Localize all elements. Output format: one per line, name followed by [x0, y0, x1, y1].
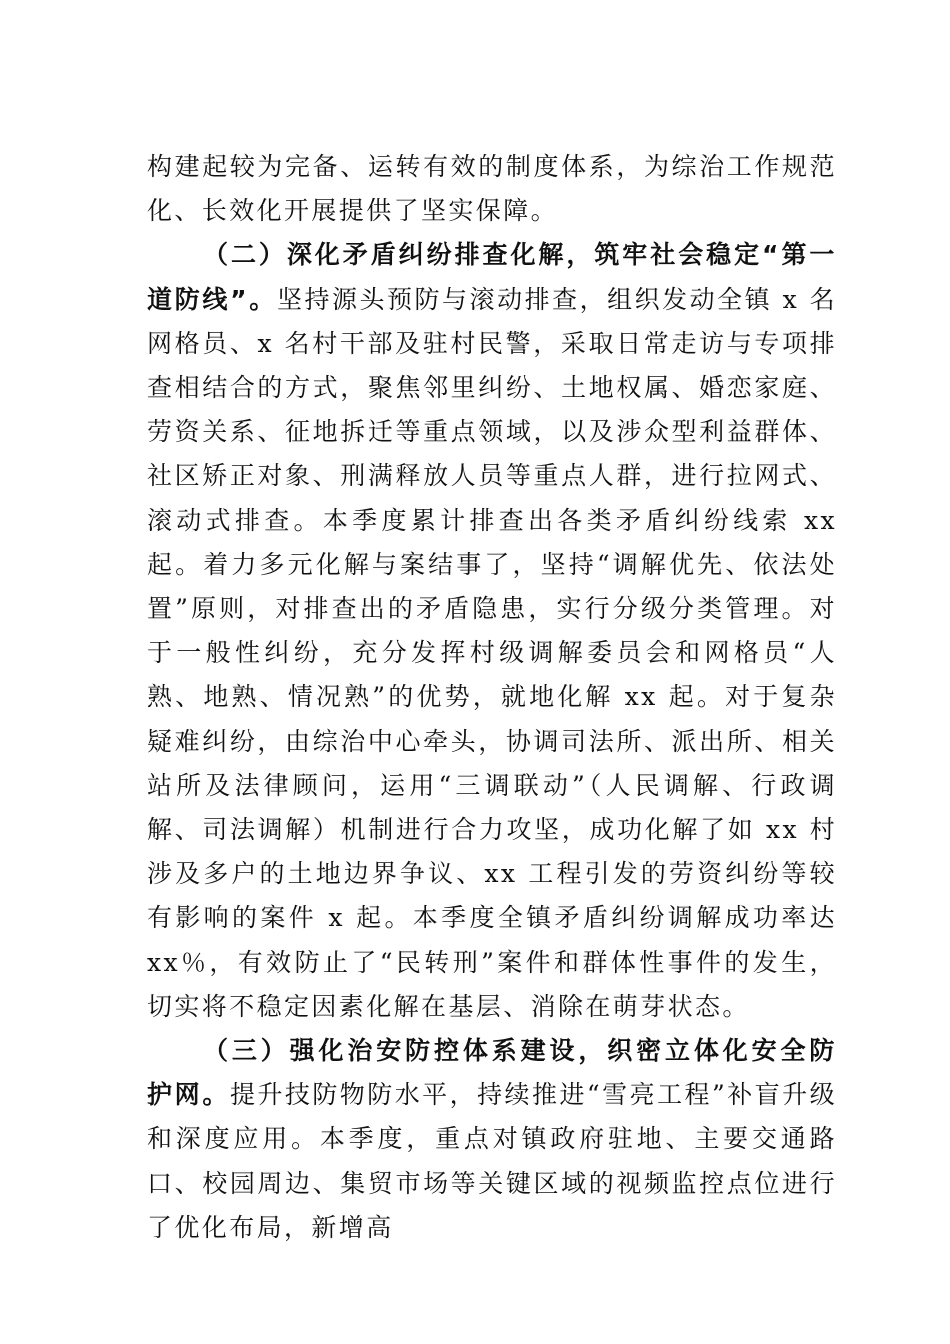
document-body: [147, 145, 837, 1250]
paragraph-section-2: [147, 233, 837, 1029]
paragraph-continuation: [147, 145, 837, 233]
paragraph-body: 提升技防物防水平，持续推进“雪亮工程”补盲升级和深度应用。本季度，重点对镇政府驻地、主要交通路口、校园周边、集贸市场等关键区域的视频监控点位进行了优化布局，新增高: [147, 1080, 837, 1242]
section-heading: （二）深化矛盾纠纷排查化解，筑牢社会稳定“第一道防线”。: [147, 240, 837, 314]
paragraph-body: 构建起较为完备、运转有效的制度体系，为综治工作规范化、长效化开展提供了坚实保障。: [147, 152, 837, 226]
paragraph-section-3: [147, 1029, 837, 1250]
paragraph-body: 坚持源头预防与滚动排查，组织发动全镇 x 名网格员、x 名村干部及驻村民警，采取日常走访与专项排查相结合的方式，聚焦邻里纠纷、土地权属、婚恋家庭、劳资关系、征地拆迁等重点领域，以及涉众型利益群体、社区矫正对象、刑满释放人员等重点人群，进行拉网式、滚动式排查。本季度累计排查出各类矛盾纠纷线索 xx 起。着力多元化解与案结事了，坚持“调解优先、依法处置”原则，对排查出的矛盾隐患，实行分级分类管理。对于一般性纠纷，充分发挥村级调解委员会和网格员“人熟、地熟、情况熟”的优势，就地化解 xx 起。对于复杂疑难纠纷，由综治中心牵头，协调司法所、派出所、相关站所及法律顾问，运用“三调联动”（人民调解、行政调解、司法调解）机制进行合力攻坚，成功化解了如 xx 村涉及多户的土地边界争议、xx 工程引发的劳资纠纷等较有影响的案件 x 起。本季度全镇矛盾纠纷调解成功率达 xx％，有效防止了“民转刑”案件和群体性事件的发生，切实将不稳定因素化解在基层、消除在萌芽状态。: [147, 284, 837, 1021]
section-heading: （三）强化治安防控体系建设，织密立体化安全防护网。: [147, 1036, 837, 1110]
